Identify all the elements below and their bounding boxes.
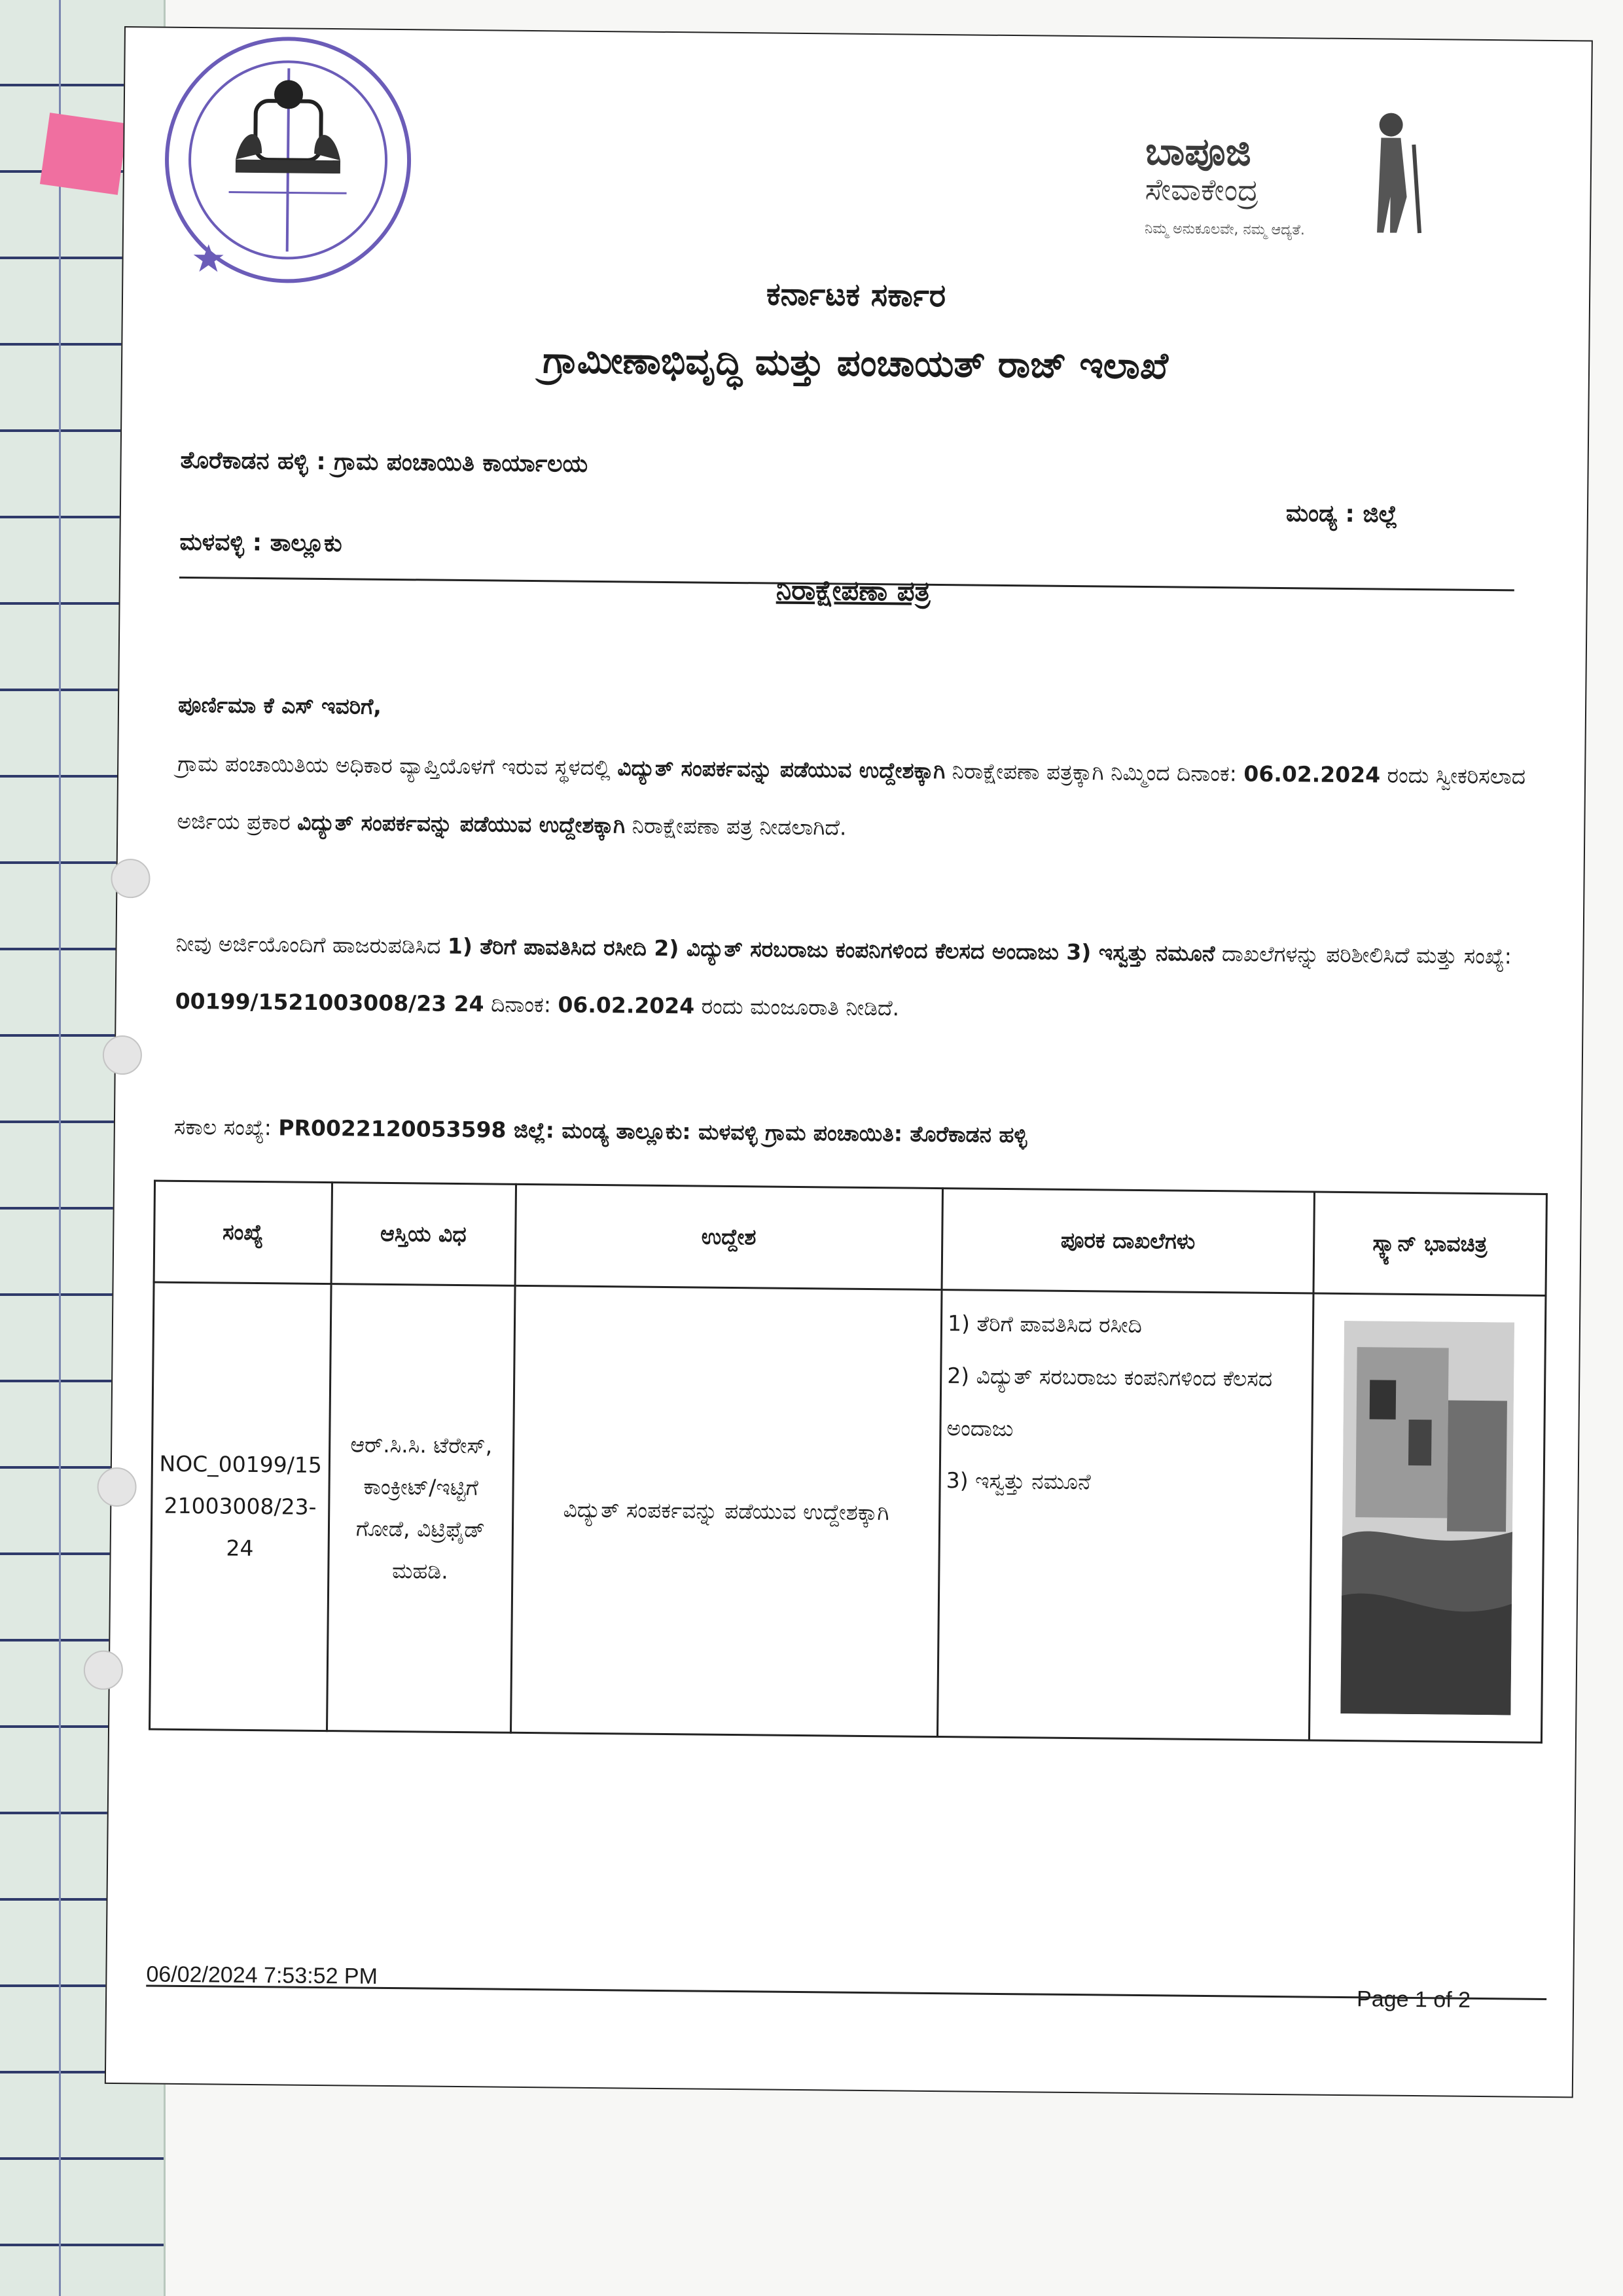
- taluk-line: ಮಳವಳ್ಳಿ : ತಾಲ್ಲೂಕು: [179, 528, 342, 558]
- para1-text: ನಿರಾಕ್ಷೇಪಣಾ ಪತ್ರಕ್ಕಾಗಿ ನಿಮ್ಮಿಂದ ದಿನಾಂಕ:: [945, 758, 1244, 787]
- punch-hole: [97, 1467, 137, 1507]
- punch-hole: [84, 1651, 124, 1691]
- page-number: Page 1 of 2: [1356, 1986, 1471, 2013]
- para1-date: 06.02.2024: [1243, 761, 1381, 788]
- col-property-type: ಆಸ್ತಿಯ ವಿಧ: [331, 1183, 516, 1286]
- document-item: 2) ವಿದ್ಯುತ್ ಸರಬರಾಜು ಕಂಪನಿಗಳಿಂದ ಕೆಲಸದ ಅಂದಾಜು: [946, 1363, 1273, 1442]
- table-header-row: [154, 1181, 1546, 1295]
- para1-text: ಗ್ರಾಮ ಪಂಚಾಯಿತಿಯ ಅಧಿಕಾರ ವ್ಯಾಪ್ತಿಯೊಳಗೆ ಇರುವ ಸ್ಥಳದಲ್ಲಿ: [177, 750, 618, 781]
- letter-title: ನಿರಾಕ್ಷೇಪಣಾ ಪತ್ರ: [776, 573, 931, 607]
- panchayat-line: ತೊರೆಕಾಡನ ಹಳ್ಳಿ : ಗ್ರಾಮ ಪಂಚಾಯಿತಿ ಕಾರ್ಯಾಲಯ: [180, 446, 588, 478]
- para1-purpose: ವಿದ್ಯುತ್ ಸಂಪರ್ಕವನ್ನು ಪಡೆಯುವ ಉದ್ದೇಶಕ್ಕಾಗಿ: [617, 755, 946, 784]
- gandhi-figure-icon: [1354, 105, 1427, 236]
- noc-document: [105, 26, 1593, 2098]
- para2-text: ದಾಖಲೆಗಳನ್ನು ಪರಿಶೀಲಿಸಿದೆ ಮತ್ತು ಸಂಖ್ಯೆ:: [1215, 941, 1512, 969]
- cell-property-type: ಆರ್.ಸಿ.ಸಿ. ಟೆರೇಸ್, ಕಾಂಕ್ರೀಟ್/ಇಟ್ಟಿಗೆ ಗೋಡೆ, ವಿಟ್ರಿಫೈಡ್ ಮಹಡಿ.: [327, 1284, 515, 1733]
- bapuji-sevakendra-logo: [1118, 90, 1434, 257]
- para2-documents: 1) ತೆರಿಗೆ ಪಾವತಿಸಿದ ರಸೀದಿ 2) ವಿದ್ಯುತ್ ಸರಬರಾಜು ಕಂಪನಿಗಳಿಂದ ಕೆಲಸದ ಅಂದಾಜು 3) ಇಸ್ವತ್ತು ನಮೂನೆ: [447, 933, 1215, 967]
- logo-tagline: ನಿಮ್ಮ ಅನುಕೂಲವೇ, ನಮ್ಮ ಆದ್ಯತೆ.: [1144, 220, 1306, 239]
- noc-table: [149, 1180, 1548, 1744]
- recipient: ಪೂರ್ಣಿಮಾ ಕೆ ಎಸ್ ಇವರಿಗೆ,: [177, 691, 382, 719]
- para2-text: ದಿನಾಂಕ:: [484, 991, 558, 1018]
- paragraph-2: [175, 915, 1524, 1043]
- sakala-line: [173, 1098, 1522, 1169]
- punch-hole: [111, 859, 151, 899]
- col-photo: ಸ್ಕ್ಯಾನ್ ಭಾವಚಿತ್ರ: [1313, 1192, 1547, 1295]
- government-title: ಕರ್ನಾಟಕ ಸರ್ಕಾರ: [766, 276, 946, 315]
- panchayat-seal-icon: [149, 27, 427, 292]
- sakala-location: ಜಿಲ್ಲೆ: ಮಂಡ್ಯ ತಾಲ್ಲೂಕು: ಮಳವಳ್ಳಿ ಗ್ರಾಮ ಪಂಚಾಯಿತಿ: ತೊರೆಕಾಡನ ಹಳ್ಳಿ: [506, 1117, 1027, 1148]
- pink-sticker: [40, 113, 128, 195]
- paragraph-1: [177, 735, 1526, 863]
- logo-sub: ಸೇವಾಕೇಂದ್ರ: [1145, 171, 1259, 208]
- col-purpose: ಉದ್ದೇಶ: [515, 1184, 943, 1289]
- para2-number: 00199/1521003008/23 24: [175, 988, 484, 1017]
- cell-documents: [938, 1290, 1313, 1740]
- col-documents: ಪೂರಕ ದಾಖಲೆಗಳು: [942, 1189, 1314, 1293]
- cell-purpose: ವಿದ್ಯುತ್ ಸಂಪರ್ಕವನ್ನು ಪಡೆಯುವ ಉದ್ದೇಶಕ್ಕಾಗಿ: [510, 1285, 942, 1736]
- cell-photo: [1309, 1293, 1546, 1742]
- sakala-number: PR0022120053598: [278, 1115, 507, 1143]
- sakala-label: ಸಕಾಲ ಸಂಖ್ಯೆ:: [173, 1113, 279, 1141]
- logo-name: ಬಾಪೂಜಿ: [1145, 128, 1252, 175]
- para2-text: ನೀವು ಅರ್ಜಿಯೊಂದಿಗೆ ಹಾಜರುಪಡಿಸಿದ: [175, 930, 448, 959]
- para2-text: ರಂದು ಮಂಜೂರಾತಿ ನೀಡಿದೆ.: [694, 993, 900, 1021]
- para1-purpose: ವಿದ್ಯುತ್ ಸಂಪರ್ಕವನ್ನು ಪಡೆಯುವ ಉದ್ದೇಶಕ್ಕಾಗಿ: [297, 809, 626, 838]
- print-timestamp: 06/02/2024 7:53:52 PM: [146, 1962, 378, 1989]
- table-row: [150, 1282, 1546, 1742]
- property-photo: [1340, 1321, 1514, 1715]
- para1-text: ನಿರಾಕ್ಷೇಪಣಾ ಪತ್ರ ನೀಡಲಾಗಿದೆ.: [625, 812, 847, 840]
- document-item: 1) ತೆರಿಗೆ ಪಾವತಿಸಿದ ರಸೀದಿ: [947, 1310, 1143, 1338]
- punch-hole: [103, 1035, 143, 1075]
- cell-number: NOC_00199/1521003008/23-24: [150, 1282, 331, 1731]
- document-item: 3) ಇಸ್ವತ್ತು ನಮೂನೆ: [946, 1467, 1091, 1495]
- para1-text: ರಂದು ಸ್ವೀಕರಿಸಲಾದ ಅರ್ಜಿಯ ಪ್ರಕಾರ: [177, 762, 1526, 835]
- district-line: ಮಂಡ್ಯ : ಜಿಲ್ಲೆ: [1285, 500, 1398, 528]
- para2-date: 06.02.2024: [558, 992, 695, 1019]
- department-title: ಗ್ರಾಮೀಣಾಭಿವೃದ್ಧಿ ಮತ್ತು ಪಂಚಾಯತ್ ರಾಜ್ ಇಲಾಖೆ: [543, 339, 1169, 388]
- col-number: ಸಂಖ್ಯೆ: [154, 1181, 332, 1284]
